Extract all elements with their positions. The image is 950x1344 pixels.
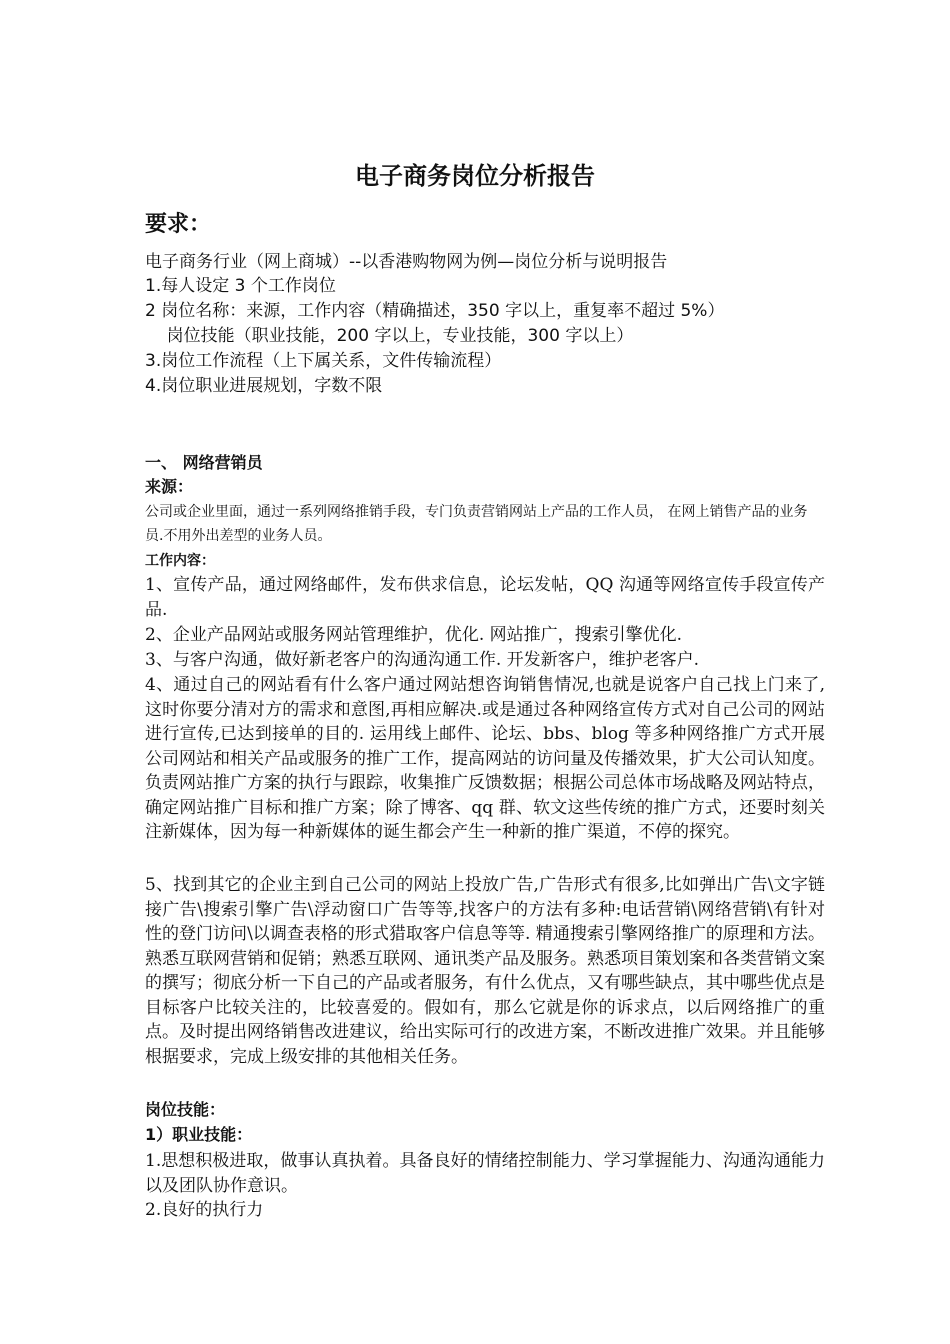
requirements-heading: 要求： bbox=[145, 212, 212, 237]
requirement-line: 1.每人设定 3 个工作岗位 bbox=[145, 276, 336, 296]
requirement-line: 岗位技能（职业技能，200 字以上，专业技能，300 字以上） bbox=[145, 326, 634, 346]
source-label: 来源： bbox=[145, 477, 194, 496]
requirement-line: 2 岗位名称：来源，工作内容（精确描述，350 字以上，重复率不超过 5%） bbox=[145, 301, 725, 321]
work-content-label: 工作内容： bbox=[145, 553, 215, 569]
requirement-line: 电子商务行业（网上商城）--以香港购物网为例—岗位分析与说明报告 bbox=[145, 252, 668, 272]
source-text: 公司或企业里面，通过一系列网络推销手段，专门负责营销网站上产品的工作人员， 在网上销售产品的业务员.不用外出差型的业务人员。 bbox=[145, 504, 808, 544]
work-item: 2、企业产品网站或服务网站管理维护，优化. 网站推广，搜索引擎优化. bbox=[145, 625, 683, 645]
work-item: 1、宣传产品，通过网络邮件，发布供求信息，论坛发帖，QQ 沟通等网络宣传手段宣传产品. bbox=[145, 575, 825, 620]
professional-skills-label: 1）职业技能： bbox=[145, 1125, 253, 1144]
work-item: 3、与客户沟通，做好新老客户的沟通沟通工作. 开发新客户，维护老客户. bbox=[145, 650, 700, 670]
section-title: 一、 网络营销员 bbox=[145, 453, 263, 472]
work-item: 5、找到其它的企业主到自己公司的网站上投放广告,广告形式有很多,比如弹出广告\文字链接广告\搜索引擎广告\浮动窗口广告等等,找客户的方法有多种:电话营销\网络营销\有针对性的登门访问\以调查表格的形式猎取客户信息等等. 精通搜索引擎网络推广的原理和方法。熟悉互联网营销和促销；熟悉互联网、通讯类产品及服务。熟悉项目策划案和各类营销文案的撰写；彻底分析一下自己的产品或者服务，有什么优点，又有哪些缺点，其中哪些优点是目标客户比较关注的，比较喜爱的。假如有，那么它就是你的诉求点，以后网络推广的重点。及时提出网络销售改进建议，给出实际可行的改进方案，不断改进推广效果。并且能够根据要求，完成上级安排的其他相关任务。 bbox=[145, 875, 825, 1067]
skill-item: 1.思想积极进取，做事认真执着。具备良好的情绪控制能力、学习掌握能力、沟通沟通能力以及团队协作意识。 bbox=[145, 1151, 825, 1196]
work-item: 4、通过自己的网站看有什么客户通过网站想咨询销售情况,也就是说客户自己找上门来了,这时你要分清对方的需求和意图,再相应解决.或是通过各种网络宣传方式对自己公司的网站进行宣传,已达到接单的目的. 运用线上邮件、论坛、bbs、blog 等多种网络推广方式开展公司网站和相关产品或服务的推广工作，提高网站的访问量及传播效果，扩大公司认知度。负责网站推广方案的执行与跟踪，收集推广反馈数据；根据公司总体市场战略及网站特点，确定网站推广目标和推广方案；除了博客、qq 群、软文这些传统的推广方式，还要时刻关注新媒体，因为每一种新媒体的诞生都会产生一种新的推广渠道，不停的探究。 bbox=[145, 675, 825, 842]
skills-label: 岗位技能： bbox=[145, 1100, 226, 1119]
requirement-line: 4.岗位职业进展规划，字数不限 bbox=[145, 376, 383, 396]
skill-item: 2.良好的执行力 bbox=[145, 1200, 264, 1220]
document-title: 电子商务岗位分析报告 bbox=[355, 162, 595, 190]
requirement-line: 3.岗位工作流程（上下属关系，文件传输流程） bbox=[145, 351, 502, 371]
